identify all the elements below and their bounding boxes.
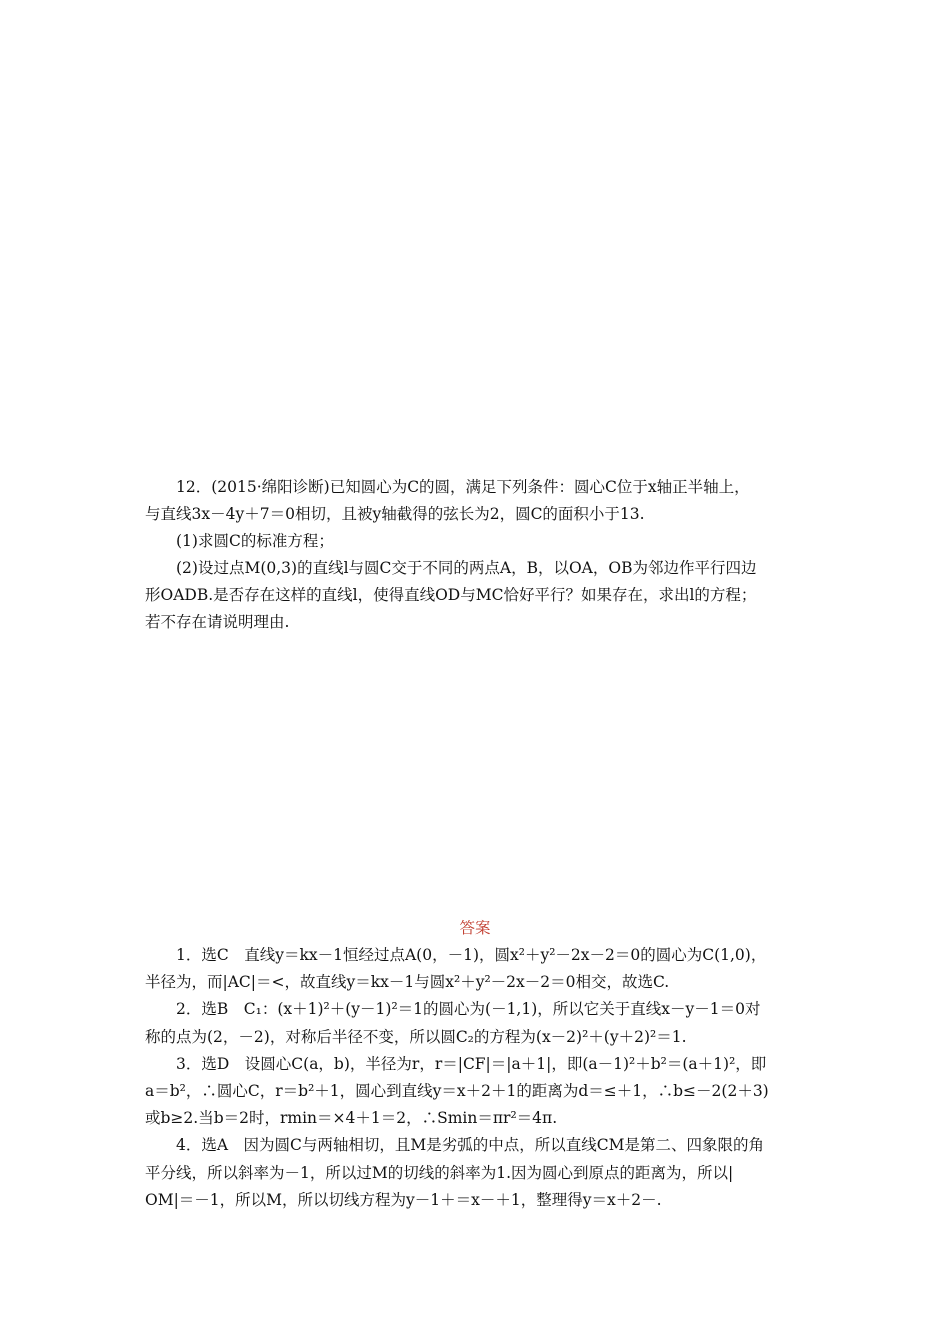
problem-line: 与直线3x－4y＋7＝0相切，且被y轴截得的弦长为2，圆C的面积小于13. bbox=[145, 505, 645, 523]
answer-1-line: 1．选C 直线y＝kx－1恒经过点A(0，－1)，圆x²＋y²－2x－2＝0的圆心为C(1,0)， bbox=[176, 946, 767, 964]
problem-line: 形OADB.是否存在这样的直线l，使得直线OD与MC恰好平行？如果存在，求出l的方程； bbox=[145, 586, 757, 604]
answer-3-line: 3．选D 设圆心C(a，b)，半径为r，r＝|CF|＝|a＋1|，即(a－1)²＋b²＝(a＋1)²，即 bbox=[176, 1054, 767, 1073]
answer-4-line: 4．选A 因为圆C与两轴相切，且M是劣弧的中点，所以直线CM是第二、四象限的角 bbox=[176, 1136, 765, 1155]
problem-12 bbox=[145, 474, 811, 636]
answer-3-line: a＝b²，∴圆心C，r＝b²＋1，圆心到直线y＝x＋2＋1的距离为d＝≤＋1，∴b≤－2(2＋3) bbox=[145, 1082, 769, 1101]
answer-2-line: 2．选B C₁：(x＋1)²＋(y－1)²＝1的圆心为(－1,1)，所以它关于直线x－y－1＝0对 bbox=[176, 1000, 761, 1019]
answer-heading: 答案 bbox=[459, 919, 491, 937]
problem-part-2: (2)设过点M(0,3)的直线l与圆C交于不同的两点A，B，以OA，OB为邻边作平行四边 bbox=[176, 559, 757, 577]
problem-line: 若不存在请说明理由. bbox=[145, 613, 290, 631]
answer-2-line: 称的点为(2，－2)，对称后半径不变，所以圆C₂的方程为(x－2)²＋(y＋2)²＝1. bbox=[145, 1027, 687, 1046]
answer-3-line: 或b≥2.当b＝2时，rmin＝×4＋1＝2，∴Smin＝πr²＝4π. bbox=[145, 1109, 558, 1128]
problem-line: 12．(2015·绵阳诊断)已知圆心为C的圆，满足下列条件：圆心C位于x轴正半轴上， bbox=[176, 478, 750, 496]
problem-part-1: (1)求圆C的标准方程； bbox=[176, 532, 334, 550]
answer-4-line: OM|＝－1，所以M，所以切线方程为y－1＋＝x－＋1，整理得y＝x＋2－. bbox=[145, 1190, 662, 1209]
answer-1-line: 半径为，而|AC|＝<，故直线y＝kx－1与圆x²＋y²－2x－2＝0相交，故选C. bbox=[145, 973, 670, 992]
answers-section bbox=[145, 942, 811, 1214]
answer-4-line: 平分线，所以斜率为－1，所以过M的切线的斜率为1.因为圆心到原点的距离为，所以| bbox=[145, 1163, 734, 1182]
